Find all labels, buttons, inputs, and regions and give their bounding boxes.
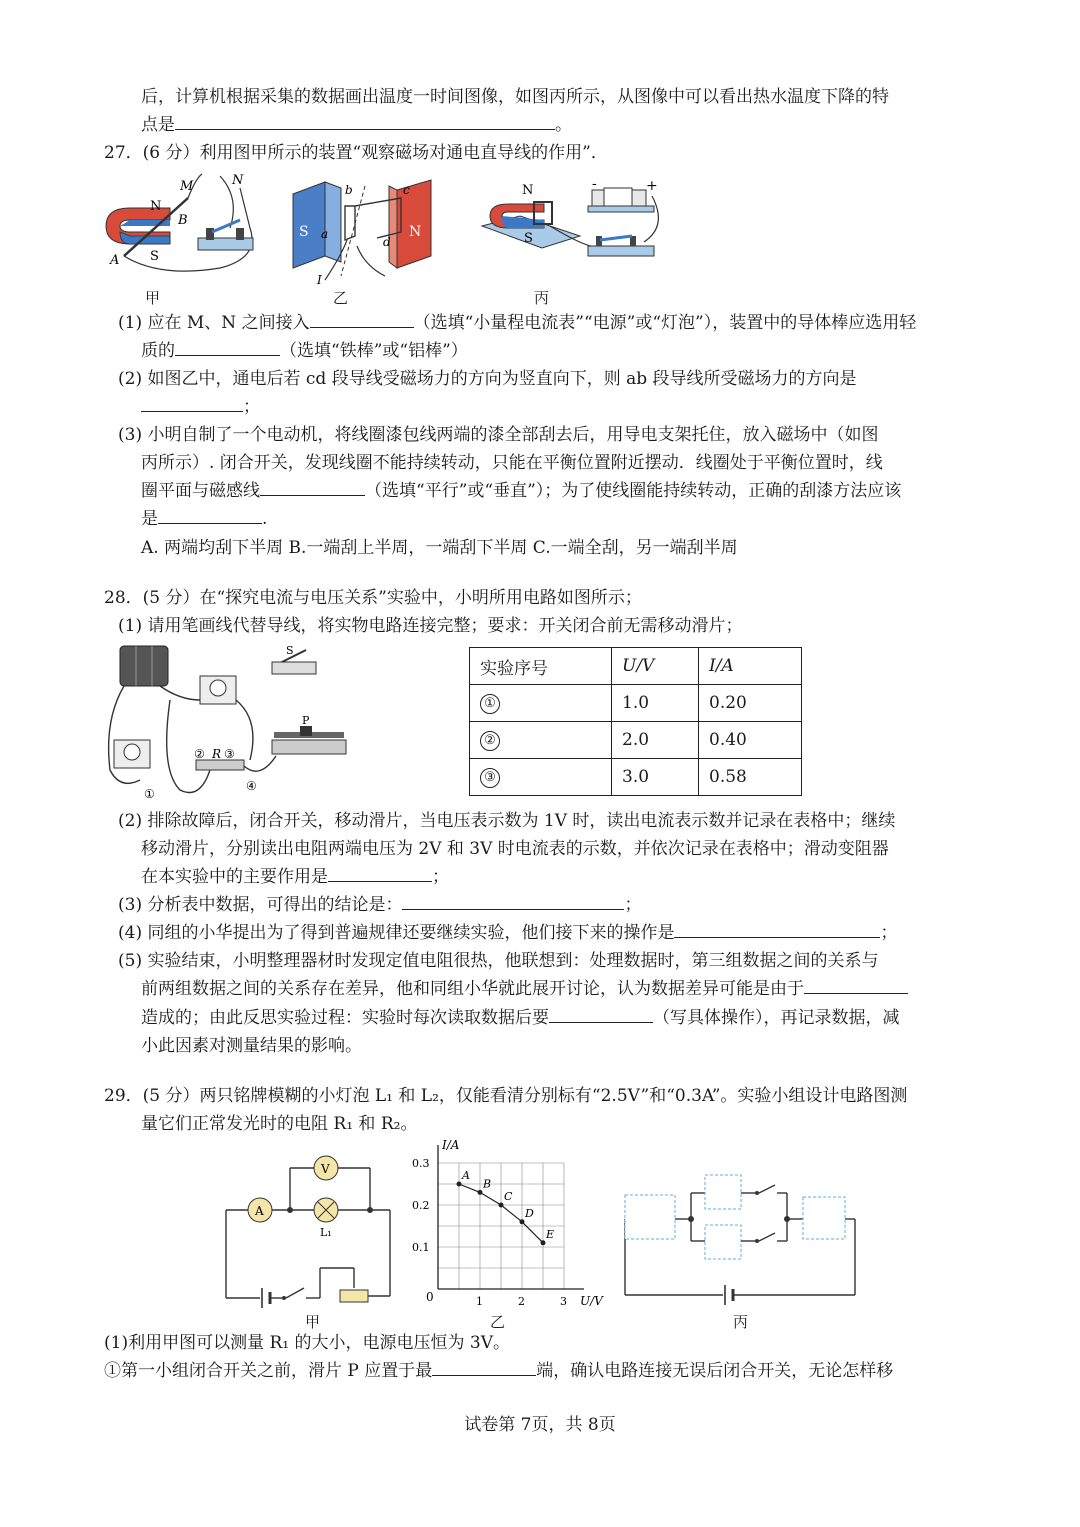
q27-p1-line1 [118,309,916,337]
q28-title: 28．(5 分）在“探究电流与电压关系”实验中，小明所用电路如图所示； [104,588,642,608]
q29-p2 [104,1357,893,1385]
q27-label-N-wire: N [232,173,244,188]
q28-p5-line3 [141,1004,900,1032]
x-tick-label: 1 [476,1295,483,1308]
table-header-cell: I/A [699,648,802,685]
chart-xlabel: U/V [580,1294,603,1308]
q28-p4-text-b: ； [880,923,898,943]
q28-p5-text-d: （写具体操作），再记录数据，减 [653,1008,900,1028]
chart-points [457,1169,555,1245]
bing-box-left [625,1195,675,1239]
y-tick-label: 0.3 [412,1157,430,1170]
q27-label-A: A [110,253,120,268]
q27-p3-text-f: . [262,509,268,529]
table-cell-voltage: 2.0 [612,722,699,759]
q27-caption-yi: 乙 [333,289,349,307]
q27-p1-text-d: （选填“铁棒”或“铝棒”） [280,341,468,361]
q28-label-2: ② [194,747,205,761]
q27-p3-line1: (3) 小明自制了一个电动机，将线圈漆包线两端的漆全部刮去后，用导电支架托住，放入磁场中（如图 [118,425,879,445]
table-header-row [470,648,802,685]
q28-p3 [118,891,641,919]
x-tick-label: 2 [518,1295,525,1308]
table-cell-current: 0.58 [699,759,802,796]
table-cell-voltage: 1.0 [612,685,699,722]
table-cell-current: 0.40 [699,722,802,759]
q28-data-table [469,647,802,796]
q28-p5-line1: (5) 实验结束，小明整理器材时发现定值电阻很热，他联想到：处理数据时，第三组数据之间的关系与 [118,951,879,971]
q28-p2-line3 [141,863,449,891]
bing-box-bottom [705,1225,741,1259]
q29-circuit-jia [220,1150,400,1310]
q28-p5-blank-2[interactable] [549,1004,653,1023]
y-tick-label: 0.1 [412,1241,430,1254]
table-row [470,722,802,759]
q29-lamp-label: L₁ [320,1226,332,1239]
q27-p1-line2 [141,337,468,365]
q27-label-d: d [383,235,391,249]
q26-answer-blank[interactable] [175,111,555,130]
q27-figure-bing [480,176,670,268]
chart-origin-label: 0 [426,1290,434,1304]
q28-p2-line1: (2) 排除故障后，闭合开关，移动滑片，当电压表示数为 1V 时，读出电流表示数并记录在表格中；继续 [118,811,896,831]
q28-physical-circuit [100,640,360,805]
bing-box-right [803,1197,845,1239]
q27-label-I: I [317,273,322,287]
q27-label-S2: S [299,224,309,240]
q28-p3-blank[interactable] [402,891,624,910]
data-label-b: B [483,1177,492,1191]
q28-p5-line2 [141,975,908,1003]
q27-label-S3: S [524,231,533,246]
q27-p3-blank-1[interactable] [260,477,365,496]
q29-caption-yi: 乙 [490,1313,506,1331]
data-point-a [457,1182,462,1187]
data-label-a: A [462,1169,470,1182]
q27-p1-text-b: （选填“小量程电流表”“电源”或“灯泡”），装置中的导体棒应选用轻 [413,313,917,333]
q27-p3-text-e: 是 [141,509,158,529]
table-row [470,759,802,796]
q27-title: 27．(6 分）利用图甲所示的装置“观察磁场对通电直导线的作用”． [104,143,608,163]
q29-p2-text-b: 端，确认电路连接无误后闭合开关，无论怎样移 [536,1361,894,1381]
q28-label-P: P [302,714,310,727]
table-header-cell: U/V [612,648,699,685]
q27-label-N3: N [522,183,534,198]
q27-p3-text-c: 圈平面与磁感线 [141,481,260,501]
q27-label-N2: N [409,224,422,240]
q29-caption-jia: 甲 [305,1313,321,1331]
data-point-c [499,1203,504,1208]
q27-label-b: b [345,183,353,197]
q28-label-3: ③ [224,747,235,761]
q27-p3-line3 [141,477,901,505]
data-label-c: C [504,1190,513,1203]
q27-caption-jia: 甲 [145,289,161,307]
q29-voltmeter-label: V [321,1162,330,1176]
q28-label-4: ④ [246,779,257,793]
q29-caption-bing: 丙 [733,1313,749,1331]
q28-p2-blank[interactable] [328,863,432,882]
bing-box-top [705,1175,741,1209]
q26-line1: 后，计算机根据采集的数据画出温度一时间图像，如图丙所示，从图像中可以看出热水温度下降的特 [141,87,889,107]
q28-p3-text-a: (3) 分析表中数据，可得出的结论是： [118,895,403,915]
q29-p2-blank[interactable] [432,1357,536,1376]
table-row [470,685,802,722]
data-label-e: E [546,1227,555,1241]
table-cell-index [470,722,612,759]
row-index-circle: ③ [480,768,500,788]
q27-label-S-pole: S [150,249,159,264]
q27-p1-text-c: 质的 [141,341,175,361]
q27-label-B: B [178,213,188,228]
q28-p5-line4: 小此因素对测量结果的影响。 [141,1036,362,1056]
page-footer: 试卷第 7页，共 8页 [464,1415,616,1435]
q28-p4-text-a: (4) 同组的小华提出为了得到普遍规律还要继续实验，他们接下来的操作是 [118,923,675,943]
q29-circuit-bing [615,1165,865,1315]
data-point-e [541,1240,546,1245]
q28-p2-text-d: ； [432,867,449,887]
table-header-cell: 实验序号 [470,648,612,685]
q26-text: 点是 [141,115,175,135]
q26-period: 。 [555,115,572,135]
q27-p3-text-d: （选填“平行”或“垂直”）；为了使线圈能持续转动，正确的刮漆方法应该 [365,481,902,501]
chart-grid [438,1163,564,1289]
q27-label-N-pole: N [150,199,162,214]
q27-p2-line2 [141,393,260,421]
q28-p4-blank[interactable] [674,919,880,938]
q27-caption-bing: 丙 [534,289,550,307]
q27-p1-blank-1[interactable] [310,309,414,328]
q29-p1: (1)利用甲图可以测量 R₁ 的大小，电源电压恒为 3V。 [104,1333,510,1353]
q26-line2 [141,111,572,139]
q27-p2-line1: (2) 如图乙中，通电后若 cd 段导线受磁场力的方向为竖直向下，则 ab 段导线所受磁场力的方向是 [118,369,857,389]
q28-p2-text-c: 在本实验中的主要作用是 [141,867,328,887]
q28-p2-line2: 移动滑片，分别读出电阻两端电压为 2V 和 3V 时电流表的示数，并依次记录在表格中；滑动变阻器 [141,839,889,859]
q28-p3-text-b: ； [624,895,642,915]
q29-iv-graph [410,1135,610,1315]
table-cell-index [470,759,612,796]
row-index-circle: ② [480,731,500,751]
q28-label-R: R [212,747,222,761]
table-cell-voltage: 3.0 [612,759,699,796]
q27-options: A. 两端均刮下半周 B.一端刮上半周，一端刮下半周 C.一端全刮，另一端刮半周 [141,538,738,558]
q27-figure-yi [285,176,445,288]
q27-label-a: a [321,227,329,241]
q27-p3-line4 [141,505,267,533]
q28-p5-text-c: 造成的；由此反思实验过程：实验时每次读取数据后要 [141,1008,549,1028]
q27-label-plus: + [646,178,658,194]
q28-p5-text-b: 前两组数据之间的关系存在差异，他和同组小华就此展开讨论，认为数据差异可能是由于 [141,979,804,999]
q28-label-S: S [286,644,294,657]
q27-figure-jia [100,168,270,278]
q27-p2-blank[interactable] [141,393,243,412]
q27-p1-text-a: (1) 应在 M、N 之间接入 [118,313,310,333]
q28-p4 [118,919,897,947]
q27-label-minus: - [592,176,597,192]
data-label-d: D [525,1206,534,1220]
y-tick-label: 0.2 [412,1199,430,1212]
x-tick-label: 3 [560,1295,567,1308]
q27-label-c: c [403,183,410,197]
chart-ylabel: I/A [442,1138,460,1152]
q27-p3-line2: 丙所示）. 闭合开关，发现线圈不能持续转动，只能在平衡位置附近摆动．线圈处于平衡位置时，线 [141,453,883,473]
q29-title-line1: 29．(5 分）两只铭牌模糊的小灯泡 L₁ 和 L₂，仅能看清分别标有“2.5V”和“0.3A”。实验小组设计电路图测 [104,1086,908,1106]
q27-p1-blank-2[interactable] [175,337,280,356]
table-cell-index [470,685,612,722]
q27-p3-blank-2[interactable] [158,505,262,524]
q27-label-M: M [180,179,194,194]
q29-p2-text-a: ①第一小组闭合开关之前，滑片 P 应置于最 [104,1361,433,1381]
data-point-d [520,1219,525,1224]
data-point-b [478,1190,483,1195]
q29-ammeter-label: A [255,1204,264,1218]
table-cell-current: 0.20 [699,685,802,722]
q28-p1: (1) 请用笔画线代替导线，将实物电路连接完整；要求：开关闭合前无需移动滑片； [118,616,743,636]
q27-p2-text-b: ； [243,397,260,417]
row-index-circle: ① [480,694,500,714]
q28-label-1: ① [144,787,155,801]
q28-p5-blank-1[interactable] [804,975,908,994]
q29-title-line2: 量它们正常发光时的电阻 R₁ 和 R₂。 [141,1114,418,1134]
